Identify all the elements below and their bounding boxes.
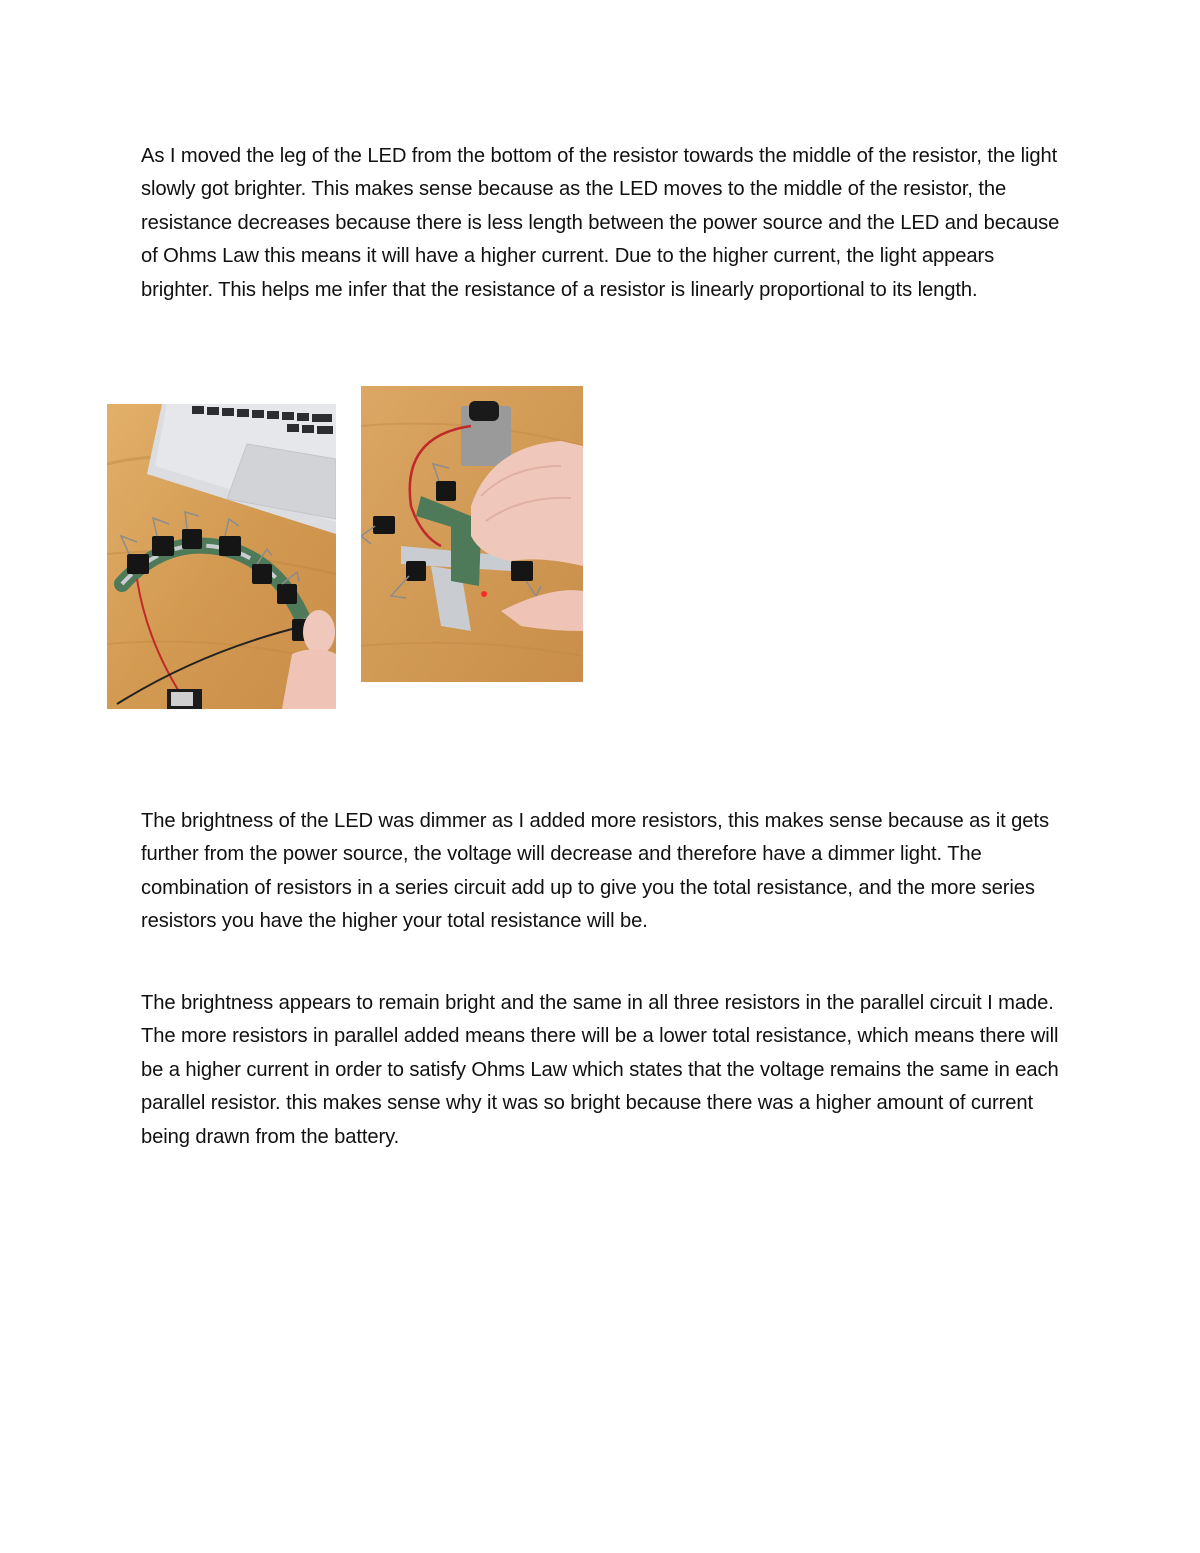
photo-parallel-circuit bbox=[361, 386, 583, 682]
photo-series-circuit bbox=[107, 404, 336, 709]
paragraph-parallel-circuit: The brightness appears to remain bright and the same in all three resistors in the parallel circuit I made. The more resistors in parallel added means there will be a lower total resistance, which means there will be a higher current in order to satisfy Ohms Law which states that the voltage remains the same in each parallel resistor. this makes sense why it was so bright because there was a higher amount of current being drawn from the battery. bbox=[141, 992, 1059, 1148]
paragraph-resistor-length: As I moved the leg of the LED from the bottom of the resistor towards the middle of the resistor, the light slowly got brighter. This makes sense because as the LED moves to the middle of the resistor, the resistance decreases because there is less length between the power source and the LED and because of Ohms Law this means it will have a higher current. Due to the higher current, the light appears brighter. This helps me infer that the resistance of a resistor is linearly proportional to its length. bbox=[141, 145, 1060, 301]
paragraph-series-circuit: The brightness of the LED was dimmer as I added more resistors, this makes sense because as it gets further from the power source, the voltage will decrease and therefore have a dimmer light. The combination of resistors in a series circuit add up to give you the total resistance, and the more series resistors you have the higher your total resistance will be. bbox=[141, 810, 1049, 933]
